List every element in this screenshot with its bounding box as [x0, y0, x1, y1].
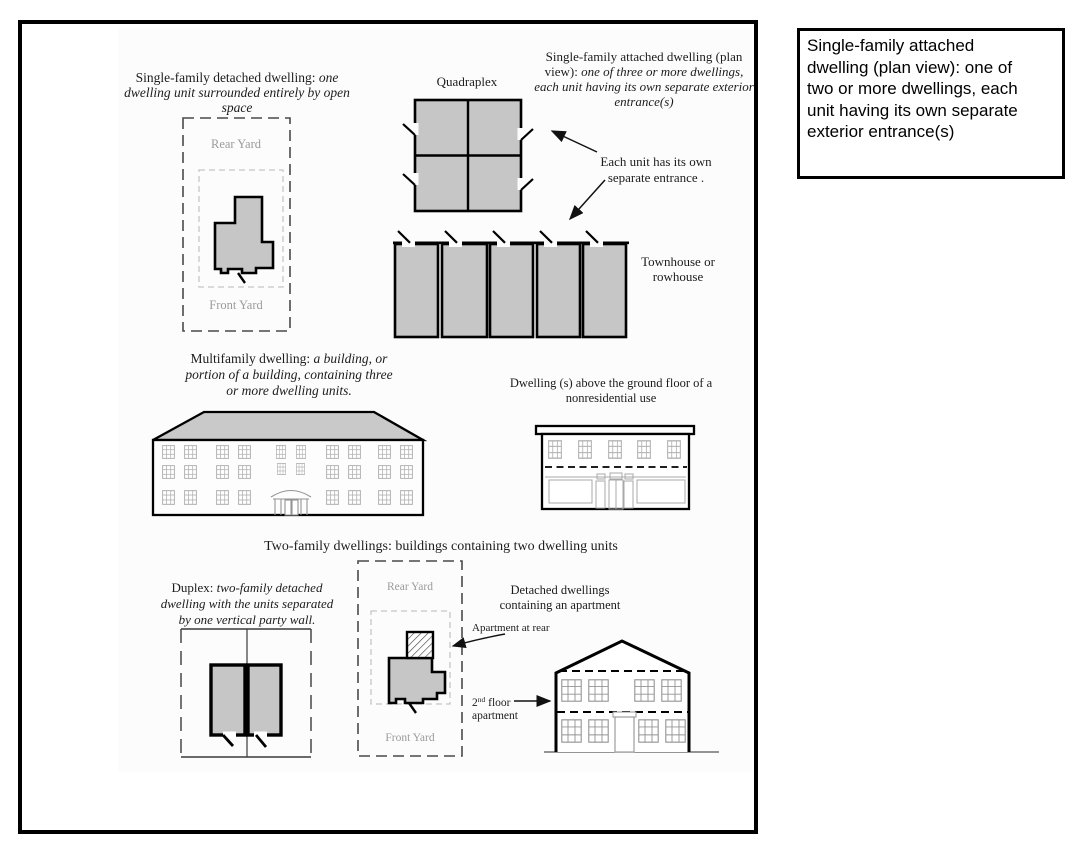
above-ground-line1: Dwelling (s) above the ground floor of a: [509, 376, 713, 390]
rear-apartment-footprint: [407, 632, 433, 658]
front-yard-label: Front Yard: [385, 732, 435, 744]
townhouse-label-line2: rowhouse: [652, 269, 704, 284]
window: [549, 441, 562, 458]
each-unit-line2: separate entrance .: [607, 170, 705, 185]
callout-line: unit having its own separate: [807, 100, 1018, 120]
callout-line: dwelling (plan view): one of: [807, 57, 1013, 77]
window: [662, 680, 681, 701]
window: [635, 680, 654, 701]
window: [217, 491, 229, 505]
window: [379, 491, 391, 505]
window: [163, 491, 175, 505]
attached-title-line1: Single-family attached dwelling (plan: [545, 49, 743, 64]
window: [296, 464, 304, 475]
window: [185, 446, 197, 459]
window: [639, 720, 658, 742]
window: [349, 491, 361, 505]
window: [589, 680, 608, 701]
callout-line: Single-family attached: [807, 36, 975, 55]
attached-title-line3: each unit having its own separate exterior: [534, 79, 754, 94]
callout-line: two or more dwellings, each: [807, 79, 1018, 98]
multifamily-title-line3: or more dwelling units.: [226, 383, 352, 398]
window: [401, 446, 413, 459]
detached-title-line3: space: [221, 100, 253, 115]
duplex-title-line2: dwelling with the units separated: [160, 596, 334, 611]
duplex-unit-left: [211, 665, 245, 735]
townhouse-label-line1: Townhouse or: [641, 254, 715, 269]
apartment-title-line1: Detached dwellings: [510, 583, 610, 597]
window: [609, 441, 622, 458]
front-yard-label: Front Yard: [209, 298, 263, 312]
attached-title-line4: entrance(s): [614, 94, 674, 109]
townhouse-unit: [442, 244, 487, 337]
window: [277, 464, 285, 475]
second-floor-label-line2: apartment: [472, 710, 518, 722]
rear-yard-label: Rear Yard: [387, 581, 433, 593]
window: [163, 466, 175, 479]
two-family-heading: Two-family dwellings: buildings containing two dwelling units: [264, 539, 618, 554]
window: [562, 720, 581, 742]
window: [217, 446, 229, 459]
window: [579, 441, 592, 458]
window: [379, 446, 391, 459]
window: [276, 446, 285, 459]
window: [379, 466, 391, 479]
window: [349, 446, 361, 459]
townhouse-unit: [583, 244, 626, 337]
multifamily-title-line1: Multifamily dwelling: a building, or: [190, 351, 388, 366]
townhouse-unit: [537, 244, 580, 337]
window: [239, 491, 251, 505]
window: [185, 466, 197, 479]
above-ground-line2: nonresidential use: [565, 391, 657, 405]
detached-title-line1: Single-family detached dwelling: one: [135, 70, 339, 85]
window: [589, 720, 608, 742]
multifamily-title-line2: portion of a building, containing three: [185, 367, 393, 382]
each-unit-line1: Each unit has its own: [600, 154, 712, 169]
window: [327, 446, 339, 459]
door-gap: [254, 732, 267, 739]
duplex-title-line1: Duplex: two-family detached: [171, 580, 323, 595]
window: [296, 446, 305, 459]
window: [239, 466, 251, 479]
apartment-at-rear-label: Apartment at rear: [472, 622, 550, 634]
apartment-title-line2: containing an apartment: [499, 598, 621, 612]
quadraplex-label: Quadraplex: [436, 74, 498, 89]
window: [401, 466, 413, 479]
window: [638, 441, 651, 458]
second-floor-label-line1: 2nd floor: [472, 695, 511, 709]
detached-title-line2: dwelling unit surrounded entirely by open: [124, 85, 350, 100]
duplex-title-line3: by one vertical party wall.: [178, 612, 316, 627]
front-door: [615, 717, 634, 752]
callout-line: exterior entrance(s): [807, 122, 955, 141]
window: [327, 491, 339, 505]
window: [666, 720, 685, 742]
rear-yard-label: Rear Yard: [211, 137, 261, 151]
window: [327, 466, 339, 479]
callout-box: [797, 28, 1065, 179]
townhouse-unit: [490, 244, 533, 337]
duplex-unit-right: [248, 665, 281, 735]
window: [217, 466, 229, 479]
window: [163, 446, 175, 459]
window: [562, 680, 581, 701]
attached-title-line2: view): one of three or more dwellings,: [544, 64, 744, 79]
door-header: [613, 712, 636, 717]
townhouse-unit: [395, 244, 438, 337]
window: [349, 466, 361, 479]
window: [239, 446, 251, 459]
cornice: [536, 426, 694, 434]
window: [401, 491, 413, 505]
window: [668, 441, 681, 458]
window: [185, 491, 197, 505]
section-multifamily: [153, 351, 423, 515]
